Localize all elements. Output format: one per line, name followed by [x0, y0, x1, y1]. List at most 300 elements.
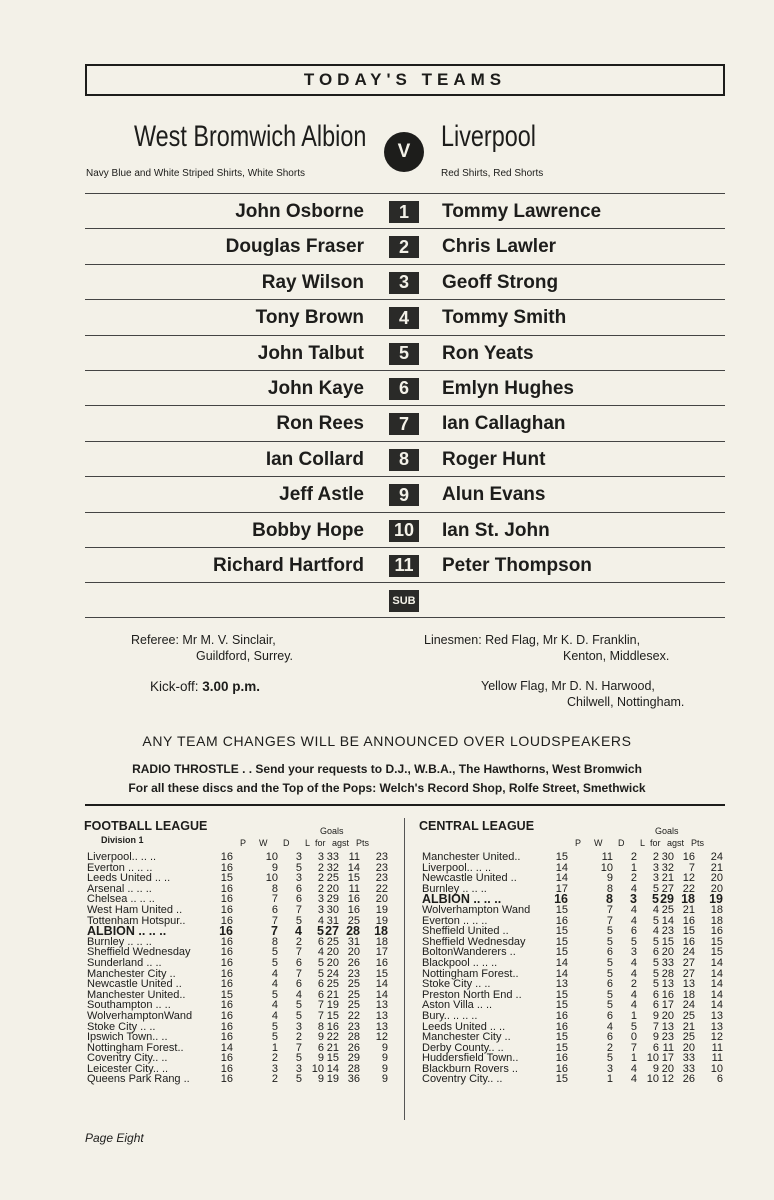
stat-w: 1: [271, 1041, 278, 1054]
home-player: Bobby Hope: [252, 519, 364, 541]
stat-p: 16: [220, 946, 233, 959]
table-row: [87, 958, 397, 969]
stat-w: 2: [271, 1052, 278, 1065]
stat-p: 16: [220, 956, 233, 969]
stat-d: 7: [295, 967, 302, 980]
stat-f: 20: [326, 882, 339, 895]
stat-f: 11: [662, 1041, 674, 1054]
team-name: Queens Park Rang ..: [87, 1073, 190, 1086]
stat-f: 15: [326, 1009, 339, 1022]
stat-p: 14: [555, 956, 568, 969]
stat-a: 25: [347, 999, 360, 1012]
substitute-row: [85, 582, 725, 618]
stat-pts: 18: [710, 914, 723, 927]
stat-d: 5: [295, 1009, 302, 1022]
stat-a: 16: [682, 851, 695, 863]
table-row: [422, 958, 732, 969]
linesman-yellow-location: Chilwell, Nottingham.: [567, 695, 685, 709]
stat-l: 5: [652, 935, 659, 948]
page-number: Page Eight: [85, 1131, 144, 1145]
stat-a: 16: [347, 893, 360, 906]
stat-p: 16: [220, 1031, 233, 1044]
stat-p: 17: [555, 882, 568, 895]
stat-a: 16: [347, 903, 360, 916]
stat-a: 23: [347, 1020, 360, 1033]
stat-f: 33: [326, 851, 339, 863]
stat-f: 14: [326, 1062, 339, 1075]
linesman-red-location: Kenton, Middlesex.: [563, 649, 670, 663]
stat-pts: 13: [710, 1020, 723, 1033]
stat-d: 3: [630, 892, 637, 907]
shirt-number: 1: [389, 201, 419, 223]
stat-pts: 19: [375, 914, 388, 927]
stat-w: 4: [271, 999, 278, 1012]
stat-f: 19: [326, 999, 339, 1012]
stat-p: 15: [555, 999, 568, 1012]
stat-w: 7: [271, 893, 278, 906]
team-name: Nottingham Forest..: [422, 967, 519, 980]
stat-pts: 18: [374, 924, 388, 939]
stat-a: 20: [682, 1041, 695, 1054]
stat-p: 15: [555, 1041, 568, 1054]
team-name: Huddersfield Town..: [422, 1052, 519, 1065]
team-name: Everton .. .. ..: [87, 861, 153, 874]
stat-d: 6: [295, 893, 302, 906]
stat-p: 16: [220, 1020, 233, 1033]
stat-w: 4: [606, 1020, 613, 1033]
stat-a: 15: [347, 872, 360, 885]
stat-p: 16: [220, 903, 233, 916]
stat-a: 33: [682, 1052, 695, 1065]
team-name: Burnley .. .. ..: [87, 935, 152, 948]
stat-p: 15: [220, 872, 233, 885]
team-name: WolverhamptonWand: [87, 1009, 193, 1022]
stat-l: 5: [652, 892, 659, 907]
stat-l: 7: [652, 1020, 659, 1033]
stat-a: 28: [347, 1062, 360, 1075]
table-row: [87, 905, 397, 916]
stat-l: 3: [317, 903, 324, 916]
stat-w: 7: [606, 914, 613, 927]
stat-l: 10: [311, 1062, 324, 1075]
column-header-goals: Goals: [320, 826, 344, 836]
stat-w: 8: [271, 882, 278, 895]
stat-d: 5: [295, 999, 302, 1012]
column-header-goals: Goals: [655, 826, 679, 836]
stat-p: 16: [555, 914, 568, 927]
stat-f: 24: [326, 967, 339, 980]
stat-w: 7: [271, 914, 278, 927]
stat-pts: 19: [709, 892, 723, 907]
stat-w: 5: [271, 946, 278, 959]
stat-pts: 11: [711, 1041, 723, 1054]
stat-a: 7: [688, 861, 695, 874]
stat-d: 3: [295, 851, 302, 863]
stat-a: 26: [347, 1041, 360, 1054]
stat-a: 27: [682, 956, 695, 969]
stat-a: 16: [682, 935, 695, 948]
kickoff-label: Kick-off:: [150, 679, 199, 694]
stat-pts: 13: [375, 999, 388, 1012]
shirt-number: 8: [389, 449, 419, 471]
away-player: Emlyn Hughes: [442, 377, 574, 399]
stat-pts: 23: [375, 851, 388, 863]
stat-l: 2: [652, 851, 659, 863]
away-team-kit: Red Shirts, Red Shorts: [441, 168, 544, 179]
stat-pts: 15: [710, 935, 723, 948]
stat-w: 6: [271, 903, 278, 916]
stat-pts: 19: [375, 903, 388, 916]
stat-p: 15: [555, 925, 568, 938]
team-name: Arsenal .. .. ..: [87, 882, 152, 895]
shirt-number: 11: [389, 555, 419, 577]
linesman-yellow-flag: Yellow Flag, Mr D. N. Harwood,: [481, 679, 655, 693]
column-header-for: for: [650, 838, 661, 848]
stat-p: 13: [555, 978, 568, 991]
stat-l: 3: [317, 893, 324, 906]
stat-d: 4: [630, 1062, 637, 1075]
stat-a: 18: [682, 988, 695, 1001]
table-row: [87, 852, 397, 863]
away-player: Peter Thompson: [442, 554, 592, 576]
stat-p: 16: [219, 924, 233, 939]
home-team-kit: Navy Blue and White Striped Shirts, White Shorts: [86, 168, 305, 179]
stat-l: 6: [317, 935, 324, 948]
stat-p: 16: [220, 999, 233, 1012]
stat-w: 5: [271, 988, 278, 1001]
stat-l: 5: [317, 967, 324, 980]
stat-a: 36: [347, 1073, 360, 1086]
stat-w: 4: [271, 967, 278, 980]
referee-location: Guildford, Surrey.: [196, 649, 294, 663]
versus-badge: V: [384, 132, 424, 172]
lineup-row: [85, 193, 725, 228]
stat-d: 4: [630, 988, 637, 1001]
stat-l: 7: [317, 1009, 324, 1022]
stat-pts: 15: [375, 967, 388, 980]
stat-p: 14: [555, 872, 568, 885]
stat-w: 5: [606, 935, 613, 948]
stat-p: 15: [555, 988, 568, 1001]
stat-w: 3: [271, 1062, 278, 1075]
stat-p: 15: [555, 1031, 568, 1044]
stat-d: 5: [630, 935, 637, 948]
away-player: Roger Hunt: [442, 448, 546, 470]
stat-p: 15: [555, 946, 568, 959]
header-box: [85, 64, 725, 96]
team-name: Aston Villa .. ..: [422, 999, 493, 1012]
table-row: [422, 852, 732, 863]
stat-pts: 14: [710, 999, 723, 1012]
stat-l: 8: [317, 1020, 324, 1033]
stat-a: 21: [682, 903, 695, 916]
stat-pts: 14: [710, 978, 723, 991]
stat-p: 16: [220, 882, 233, 895]
stat-p: 14: [555, 967, 568, 980]
stat-pts: 11: [711, 1052, 723, 1065]
team-name: Coventry City.. ..: [87, 1052, 168, 1065]
stat-d: 7: [630, 1041, 637, 1054]
stat-l: 9: [317, 1073, 324, 1086]
lineup-row: [85, 299, 725, 334]
stat-a: 23: [347, 967, 360, 980]
team-name: Liverpool.. .. ..: [422, 861, 492, 874]
stat-d: 7: [295, 946, 302, 959]
shirt-number: 6: [389, 378, 419, 400]
stat-w: 8: [606, 882, 613, 895]
stat-l: 2: [317, 872, 324, 885]
stat-pts: 12: [375, 1031, 388, 1044]
radio-notice: RADIO THROSTLE . . Send your requests to D.J., W.B.A., The Hawthorns, West Bromwich: [132, 762, 642, 776]
stat-f: 31: [326, 914, 339, 927]
stat-a: 15: [682, 925, 695, 938]
stat-f: 20: [661, 946, 674, 959]
shirt-number: 4: [389, 307, 419, 329]
stat-f: 25: [661, 903, 674, 916]
team-name: Wolverhampton Wand: [422, 903, 531, 916]
stat-f: 15: [661, 935, 674, 948]
stat-w: 4: [271, 978, 278, 991]
stat-w: 6: [606, 978, 613, 991]
stat-d: 7: [295, 1041, 302, 1054]
stat-a: 24: [682, 946, 695, 959]
stat-p: 16: [555, 1009, 568, 1022]
stat-d: 4: [630, 1073, 637, 1086]
lineup-row: [85, 547, 725, 582]
stat-w: 5: [271, 956, 278, 969]
stat-f: 19: [326, 1073, 339, 1086]
team-name: Nottingham Forest..: [87, 1041, 184, 1054]
stat-w: 5: [606, 925, 613, 938]
stat-d: 4: [630, 967, 637, 980]
stat-a: 25: [347, 988, 360, 1001]
home-player: Jeff Astle: [279, 484, 364, 506]
stat-pts: 18: [375, 935, 388, 948]
stat-f: 33: [661, 956, 674, 969]
stat-pts: 14: [375, 978, 388, 991]
stat-w: 9: [606, 872, 613, 885]
stat-a: 27: [682, 967, 695, 980]
stat-f: 14: [661, 914, 674, 927]
stat-pts: 9: [381, 1041, 388, 1054]
division-label: Division 1: [101, 835, 144, 845]
stat-a: 22: [682, 882, 695, 895]
stat-d: 5: [295, 1073, 302, 1086]
stat-a: 14: [347, 861, 360, 874]
stat-pts: 12: [710, 1031, 723, 1044]
stat-pts: 9: [381, 1073, 388, 1086]
football-league-title: FOOTBALL LEAGUE: [84, 819, 208, 833]
stat-f: 29: [326, 893, 339, 906]
column-header-pts: Pts: [691, 838, 705, 848]
stat-w: 6: [606, 1031, 613, 1044]
kickoff: [150, 679, 260, 694]
home-player: Ian Collard: [265, 448, 364, 470]
home-player: Ron Rees: [276, 413, 364, 435]
stat-p: 16: [555, 1062, 568, 1075]
lineup-row: [85, 335, 725, 370]
stat-a: 25: [682, 1031, 695, 1044]
stat-l: 2: [317, 882, 324, 895]
central-league-table: [422, 852, 732, 1085]
stat-l: 9: [652, 1062, 659, 1075]
stat-a: 33: [682, 1062, 695, 1075]
column-header-w: W: [594, 838, 603, 848]
stat-p: 16: [220, 1062, 233, 1075]
team-lineup: [85, 193, 725, 618]
stat-p: 14: [220, 1041, 233, 1054]
column-header-for: for: [315, 838, 326, 848]
stat-d: 3: [295, 872, 302, 885]
team-name: BoltonWanderers ..: [422, 946, 516, 959]
team-name: Sheffield Wednesday: [87, 946, 191, 959]
stat-d: 6: [295, 978, 302, 991]
stat-p: 15: [555, 851, 568, 863]
team-name: Manchester United..: [87, 988, 186, 1001]
stat-a: 25: [347, 914, 360, 927]
shirt-number: 3: [389, 272, 419, 294]
stat-f: 23: [661, 925, 674, 938]
stat-p: 16: [220, 861, 233, 874]
stat-pts: 14: [710, 956, 723, 969]
stat-pts: 16: [375, 956, 388, 969]
stat-p: 15: [220, 988, 233, 1001]
stat-p: 14: [555, 861, 568, 874]
stat-d: 1: [630, 1052, 637, 1065]
stat-l: 5: [652, 978, 659, 991]
column-header-agst: agst: [332, 838, 350, 848]
shirt-number: 7: [389, 413, 419, 435]
stat-f: 25: [326, 935, 339, 948]
stat-pts: 23: [375, 861, 388, 874]
stat-p: 16: [220, 1073, 233, 1086]
stat-w: 1: [606, 1073, 613, 1086]
stat-w: 4: [271, 1009, 278, 1022]
stat-w: 10: [265, 872, 278, 885]
away-player: Geoff Strong: [442, 271, 559, 293]
stat-p: 15: [555, 1073, 568, 1086]
table-row: [422, 1074, 732, 1085]
stat-f: 25: [326, 978, 339, 991]
stat-pts: 10: [710, 1062, 723, 1075]
away-player: Ian Callaghan: [442, 413, 566, 435]
stat-l: 10: [646, 1052, 659, 1065]
home-player: John Kaye: [267, 377, 364, 399]
stat-w: 10: [600, 861, 613, 874]
away-player: Ian St. John: [442, 519, 550, 541]
stat-a: 26: [682, 1073, 695, 1086]
stat-l: 5: [652, 956, 659, 969]
stat-l: 5: [317, 924, 324, 939]
stat-w: 6: [606, 1009, 613, 1022]
stat-a: 25: [347, 978, 360, 991]
stat-l: 3: [317, 851, 324, 863]
stat-d: 1: [630, 861, 637, 874]
team-name: Blackburn Rovers ..: [422, 1062, 518, 1075]
stat-pts: 14: [710, 967, 723, 980]
stat-a: 29: [347, 1052, 360, 1065]
stat-d: 2: [295, 935, 302, 948]
stat-d: 3: [295, 1062, 302, 1075]
stat-pts: 22: [375, 882, 388, 895]
team-name: Burnley .. .. ..: [422, 882, 487, 895]
stat-f: 21: [326, 988, 339, 1001]
stat-pts: 14: [375, 988, 388, 1001]
stat-w: 8: [271, 935, 278, 948]
stat-f: 21: [326, 1041, 339, 1054]
stat-pts: 17: [375, 946, 388, 959]
team-name: Manchester City ..: [87, 967, 176, 980]
stat-d: 4: [630, 999, 637, 1012]
column-header-l: L: [640, 838, 646, 848]
referee-name: Referee: Mr M. V. Sinclair,: [131, 633, 276, 647]
stat-a: 12: [682, 872, 695, 885]
stat-w: 2: [606, 1041, 613, 1054]
team-name: Leeds United .. ..: [422, 1020, 506, 1033]
stat-d: 5: [630, 1020, 637, 1033]
team-name: Newcastle United ..: [422, 872, 517, 885]
lineup-row: [85, 405, 725, 440]
stat-pts: 18: [710, 903, 723, 916]
stat-f: 27: [661, 882, 674, 895]
table-row: [422, 905, 732, 916]
stat-f: 23: [661, 1031, 674, 1044]
team-name: ALBION .. .. ..: [422, 892, 502, 907]
stat-w: 5: [606, 956, 613, 969]
stat-d: 6: [295, 882, 302, 895]
stat-a: 21: [682, 1020, 695, 1033]
stat-w: 5: [271, 1031, 278, 1044]
stat-l: 5: [652, 882, 659, 895]
stat-l: 4: [317, 914, 324, 927]
stat-p: 16: [554, 892, 568, 907]
stat-l: 7: [317, 999, 324, 1012]
stat-pts: 13: [710, 1009, 723, 1022]
stat-l: 4: [652, 903, 659, 916]
stat-w: 5: [606, 999, 613, 1012]
stat-l: 5: [317, 956, 324, 969]
column-header-agst: agst: [667, 838, 685, 848]
team-name: Chelsea .. .. ..: [87, 893, 155, 906]
stat-f: 20: [661, 1009, 674, 1022]
team-name: Blackpool .. .. ..: [422, 956, 498, 969]
stat-f: 16: [661, 988, 674, 1001]
record-shop-notice: For all these discs and the Top of the Pops: Welch's Record Shop, Rolfe Street, Smethwick: [128, 781, 646, 795]
team-name: Newcastle United ..: [87, 978, 182, 991]
shirt-number: 5: [389, 343, 419, 365]
divider: [85, 804, 725, 806]
stat-d: 4: [295, 924, 302, 939]
stat-f: 32: [326, 861, 339, 874]
team-name: Manchester United..: [422, 851, 521, 863]
stat-f: 25: [326, 872, 339, 885]
stat-p: 16: [220, 1009, 233, 1022]
stat-w: 5: [606, 1052, 613, 1065]
team-name: Sunderland .. ..: [87, 956, 162, 969]
stat-d: 5: [295, 1052, 302, 1065]
stat-l: 6: [652, 999, 659, 1012]
stat-d: 3: [630, 946, 637, 959]
stat-a: 31: [347, 935, 360, 948]
stat-l: 6: [652, 946, 659, 959]
stat-l: 4: [317, 946, 324, 959]
lineup-row: [85, 441, 725, 476]
stat-f: 30: [661, 851, 674, 863]
stat-p: 16: [555, 1052, 568, 1065]
stat-w: 5: [271, 1020, 278, 1033]
stat-w: 10: [265, 851, 278, 863]
football-league-table: [87, 852, 397, 1085]
